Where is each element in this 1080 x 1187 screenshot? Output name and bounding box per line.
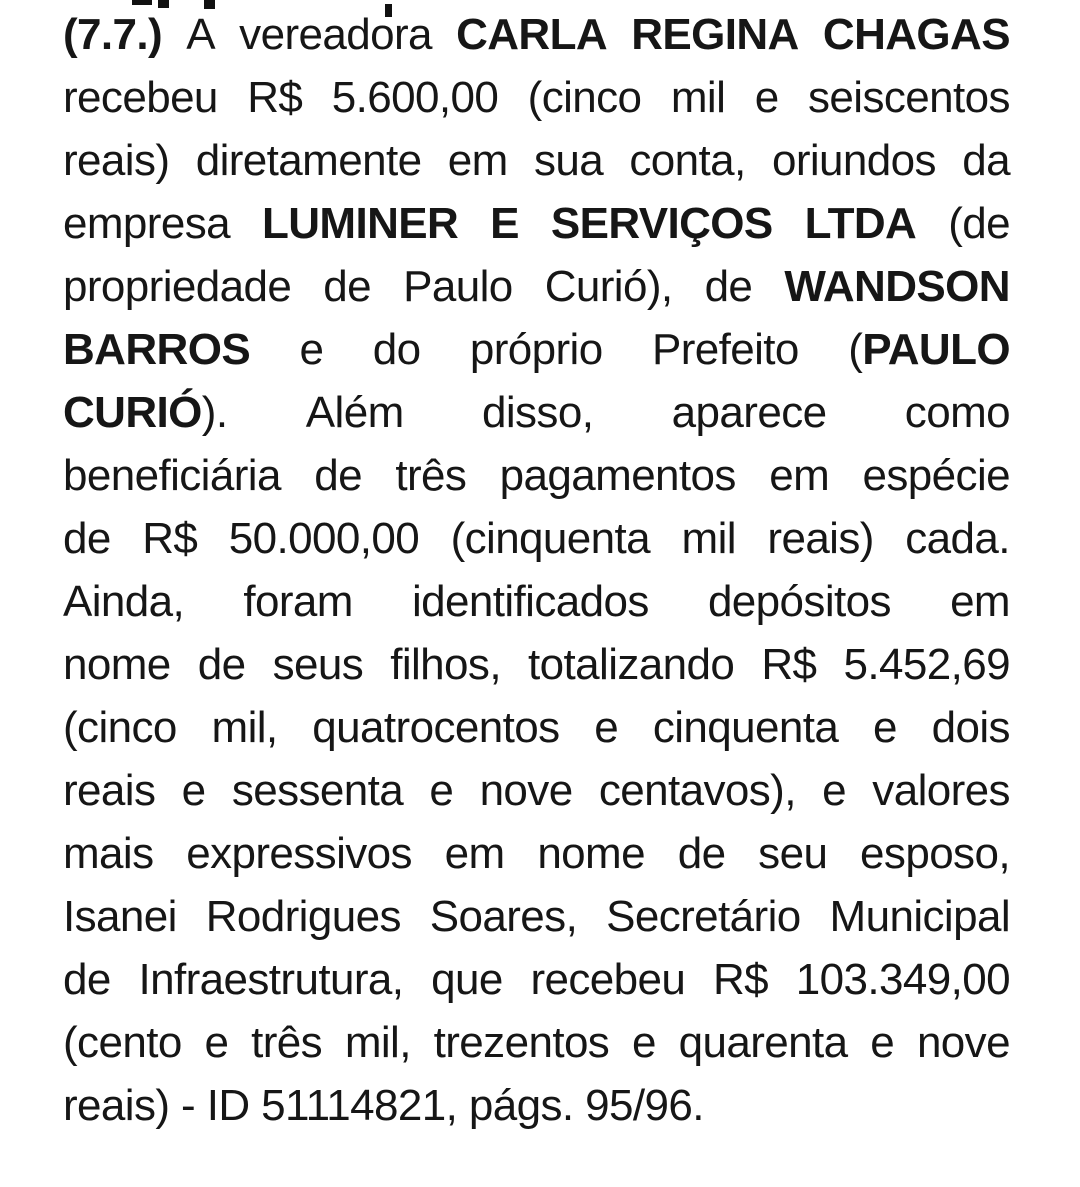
word: 5.600,00 bbox=[331, 73, 499, 122]
word: mil, bbox=[211, 703, 278, 752]
text-line bbox=[63, 66, 1010, 129]
word: diretamente bbox=[195, 136, 422, 185]
word: e bbox=[594, 703, 619, 752]
word: empresa bbox=[63, 199, 230, 248]
word: ID bbox=[206, 1081, 250, 1130]
word: disso, bbox=[481, 388, 594, 437]
word: Curió), bbox=[544, 262, 673, 311]
word: de bbox=[63, 514, 111, 563]
text-line bbox=[63, 948, 1010, 1011]
text-line bbox=[63, 759, 1010, 822]
word: - bbox=[181, 1081, 196, 1130]
text-line bbox=[63, 381, 1010, 444]
word: e bbox=[822, 766, 847, 815]
text-line bbox=[63, 1074, 1010, 1137]
word: propriedade bbox=[63, 262, 292, 311]
word: vereadora bbox=[239, 10, 432, 59]
word: de bbox=[314, 451, 362, 500]
word: págs. bbox=[468, 1081, 574, 1130]
word: Prefeito bbox=[651, 325, 799, 374]
word: WANDSON bbox=[784, 262, 1010, 311]
word: Soares, bbox=[429, 892, 578, 941]
word: (PAULO bbox=[848, 325, 1010, 374]
word: em bbox=[769, 451, 830, 500]
word: reais) bbox=[63, 1081, 170, 1130]
word: da bbox=[962, 136, 1010, 185]
text-line bbox=[63, 1011, 1010, 1074]
word: E bbox=[490, 199, 519, 248]
word: sua bbox=[533, 136, 604, 185]
paragraph bbox=[63, 3, 1010, 1137]
word: reais) bbox=[767, 514, 874, 563]
word: Secretário bbox=[606, 892, 801, 941]
word: 51114821, bbox=[261, 1081, 458, 1130]
word: nove bbox=[916, 1018, 1010, 1067]
word: em bbox=[444, 829, 505, 878]
word: (7.7.) bbox=[63, 10, 163, 59]
text-line bbox=[63, 318, 1010, 381]
word: seu bbox=[758, 829, 828, 878]
word: conta, bbox=[629, 136, 746, 185]
text-line bbox=[63, 444, 1010, 507]
word: de bbox=[197, 640, 246, 689]
word: A bbox=[186, 10, 216, 59]
word: do bbox=[372, 325, 421, 374]
text-line bbox=[63, 507, 1010, 570]
word: (cinco bbox=[63, 703, 177, 752]
word: beneficiária bbox=[63, 451, 281, 500]
word: pagamentos bbox=[499, 451, 736, 500]
word: Ainda, bbox=[63, 577, 185, 626]
word: seiscentos bbox=[808, 73, 1010, 122]
word: SERVIÇOS bbox=[550, 199, 773, 248]
word: mil, bbox=[344, 1018, 411, 1067]
word: depósitos bbox=[707, 577, 891, 626]
word: Infraestrutura, bbox=[138, 955, 404, 1004]
word: e bbox=[204, 1018, 229, 1067]
word: R$ bbox=[712, 955, 769, 1004]
text-line bbox=[63, 255, 1010, 318]
word: cinquenta bbox=[652, 703, 839, 752]
word: recebeu bbox=[530, 955, 686, 1004]
word: próprio bbox=[469, 325, 603, 374]
word: CHAGAS bbox=[822, 10, 1010, 59]
word: (cinco bbox=[527, 73, 642, 122]
word: de bbox=[677, 829, 726, 878]
text-line bbox=[63, 696, 1010, 759]
word: e bbox=[631, 1018, 656, 1067]
word: oriundos bbox=[771, 136, 936, 185]
word: de bbox=[704, 262, 753, 311]
word: filhos, bbox=[390, 640, 501, 689]
word: de bbox=[323, 262, 372, 311]
word: nome bbox=[537, 829, 645, 878]
text-line bbox=[63, 822, 1010, 885]
word: totalizando bbox=[528, 640, 735, 689]
word: 5.452,69 bbox=[843, 640, 1010, 689]
word: esposo, bbox=[860, 829, 1010, 878]
text-line bbox=[63, 633, 1010, 696]
word: quatrocentos bbox=[312, 703, 560, 752]
word: R$ bbox=[761, 640, 817, 689]
word: reais) bbox=[63, 136, 170, 185]
word: recebeu bbox=[63, 73, 218, 122]
text-line bbox=[63, 129, 1010, 192]
word: e bbox=[873, 703, 897, 752]
word: espécie bbox=[862, 451, 1010, 500]
word: sessenta bbox=[231, 766, 404, 815]
word: 50.000,00 bbox=[228, 514, 420, 563]
word: LUMINER bbox=[261, 199, 459, 248]
text-line bbox=[63, 3, 1010, 66]
word: R$ bbox=[142, 514, 198, 563]
word: (cinquenta bbox=[450, 514, 651, 563]
word: foram bbox=[243, 577, 353, 626]
text-line bbox=[63, 570, 1010, 633]
word: e bbox=[870, 1018, 895, 1067]
word: (cento bbox=[63, 1018, 182, 1067]
text-line bbox=[63, 192, 1010, 255]
word: expressivos bbox=[186, 829, 412, 878]
word: e bbox=[754, 73, 779, 122]
word: valores bbox=[872, 766, 1010, 815]
word: que bbox=[431, 955, 503, 1004]
word: como bbox=[904, 388, 1010, 437]
word: em bbox=[447, 136, 508, 185]
word: aparece bbox=[671, 388, 827, 437]
word: reais bbox=[63, 766, 156, 815]
word: R$ bbox=[247, 73, 303, 122]
word: cada. bbox=[905, 514, 1010, 563]
word: CURIÓ). bbox=[63, 388, 228, 437]
word: nove bbox=[479, 766, 573, 815]
word: dois bbox=[931, 703, 1010, 752]
word: seus bbox=[272, 640, 364, 689]
word: mais bbox=[63, 829, 154, 878]
word: e bbox=[429, 766, 454, 815]
word: BARROS bbox=[63, 325, 251, 374]
word: e bbox=[181, 766, 206, 815]
text-line bbox=[63, 885, 1010, 948]
word: de bbox=[63, 955, 111, 1004]
word: centavos), bbox=[598, 766, 796, 815]
word: mil bbox=[670, 73, 726, 122]
word: mil bbox=[681, 514, 736, 563]
word: em bbox=[950, 577, 1010, 626]
word: Além bbox=[305, 388, 404, 437]
word: Rodrigues bbox=[205, 892, 401, 941]
word: REGINA bbox=[631, 10, 799, 59]
word: LTDA bbox=[804, 199, 917, 248]
word: nome bbox=[63, 640, 171, 689]
word: e bbox=[299, 325, 324, 374]
word: 103.349,00 bbox=[795, 955, 1010, 1004]
word: quarenta bbox=[678, 1018, 848, 1067]
word: CARLA bbox=[456, 10, 608, 59]
word: 95/96. bbox=[585, 1081, 704, 1130]
word: (de bbox=[948, 199, 1010, 248]
word: trezentos bbox=[433, 1018, 610, 1067]
word: Isanei bbox=[63, 892, 177, 941]
word: três bbox=[251, 1018, 323, 1067]
word: identificados bbox=[411, 577, 649, 626]
word: Paulo bbox=[403, 262, 513, 311]
word: três bbox=[395, 451, 467, 500]
word: Municipal bbox=[829, 892, 1010, 941]
